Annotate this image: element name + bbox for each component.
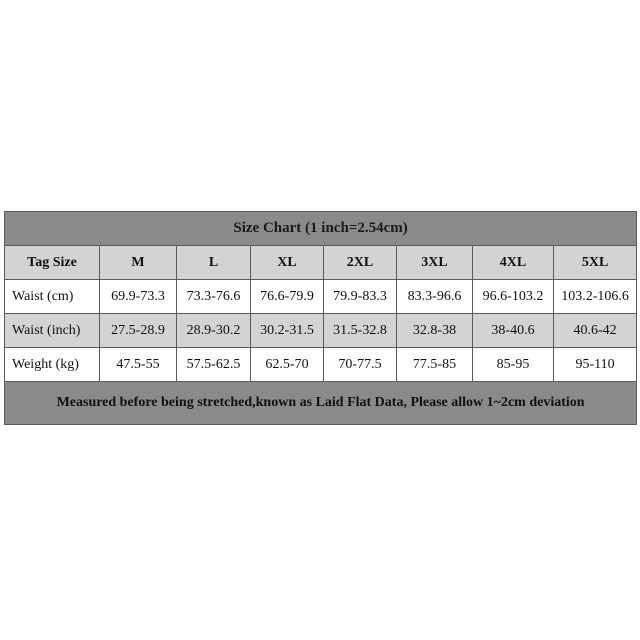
footer-row bbox=[5, 382, 637, 425]
table-row-weight-kg bbox=[5, 348, 637, 382]
table-cell: 96.6-103.2 bbox=[473, 280, 554, 314]
table-cell: 62.5-70 bbox=[251, 348, 324, 382]
column-header-size: 4XL bbox=[473, 246, 554, 280]
column-header-size: XL bbox=[251, 246, 324, 280]
table-cell: 103.2-106.6 bbox=[554, 280, 637, 314]
size-chart-table bbox=[4, 211, 637, 425]
table-cell: 57.5-62.5 bbox=[177, 348, 251, 382]
table-cell: 73.3-76.6 bbox=[177, 280, 251, 314]
table-cell: 32.8-38 bbox=[397, 314, 473, 348]
table-cell: 69.9-73.3 bbox=[100, 280, 177, 314]
table-cell: 79.9-83.3 bbox=[324, 280, 397, 314]
table-row-waist-cm bbox=[5, 280, 637, 314]
column-header-size: 3XL bbox=[397, 246, 473, 280]
table-cell: 85-95 bbox=[473, 348, 554, 382]
size-chart-title: Size Chart (1 inch=2.54cm) bbox=[5, 212, 637, 246]
table-cell: 70-77.5 bbox=[324, 348, 397, 382]
header-row bbox=[5, 246, 637, 280]
table-row-waist-inch bbox=[5, 314, 637, 348]
column-header-tag-size: Tag Size bbox=[5, 246, 100, 280]
table-cell: 28.9-30.2 bbox=[177, 314, 251, 348]
title-row bbox=[5, 212, 637, 246]
table-cell: 76.6-79.9 bbox=[251, 280, 324, 314]
row-label: Weight (kg) bbox=[5, 348, 100, 382]
column-header-size: M bbox=[100, 246, 177, 280]
column-header-size: 2XL bbox=[324, 246, 397, 280]
row-label: Waist (cm) bbox=[5, 280, 100, 314]
column-header-size: L bbox=[177, 246, 251, 280]
table-cell: 47.5-55 bbox=[100, 348, 177, 382]
row-label: Waist (inch) bbox=[5, 314, 100, 348]
table-cell: 30.2-31.5 bbox=[251, 314, 324, 348]
table-cell: 77.5-85 bbox=[397, 348, 473, 382]
table-cell: 95-110 bbox=[554, 348, 637, 382]
measurement-note: Measured before being stretched,known as Laid Flat Data, Please allow 1~2cm deviation bbox=[5, 382, 637, 425]
table-cell: 40.6-42 bbox=[554, 314, 637, 348]
table-cell: 31.5-32.8 bbox=[324, 314, 397, 348]
table-cell: 38-40.6 bbox=[473, 314, 554, 348]
table-cell: 83.3-96.6 bbox=[397, 280, 473, 314]
column-header-size: 5XL bbox=[554, 246, 637, 280]
table-cell: 27.5-28.9 bbox=[100, 314, 177, 348]
